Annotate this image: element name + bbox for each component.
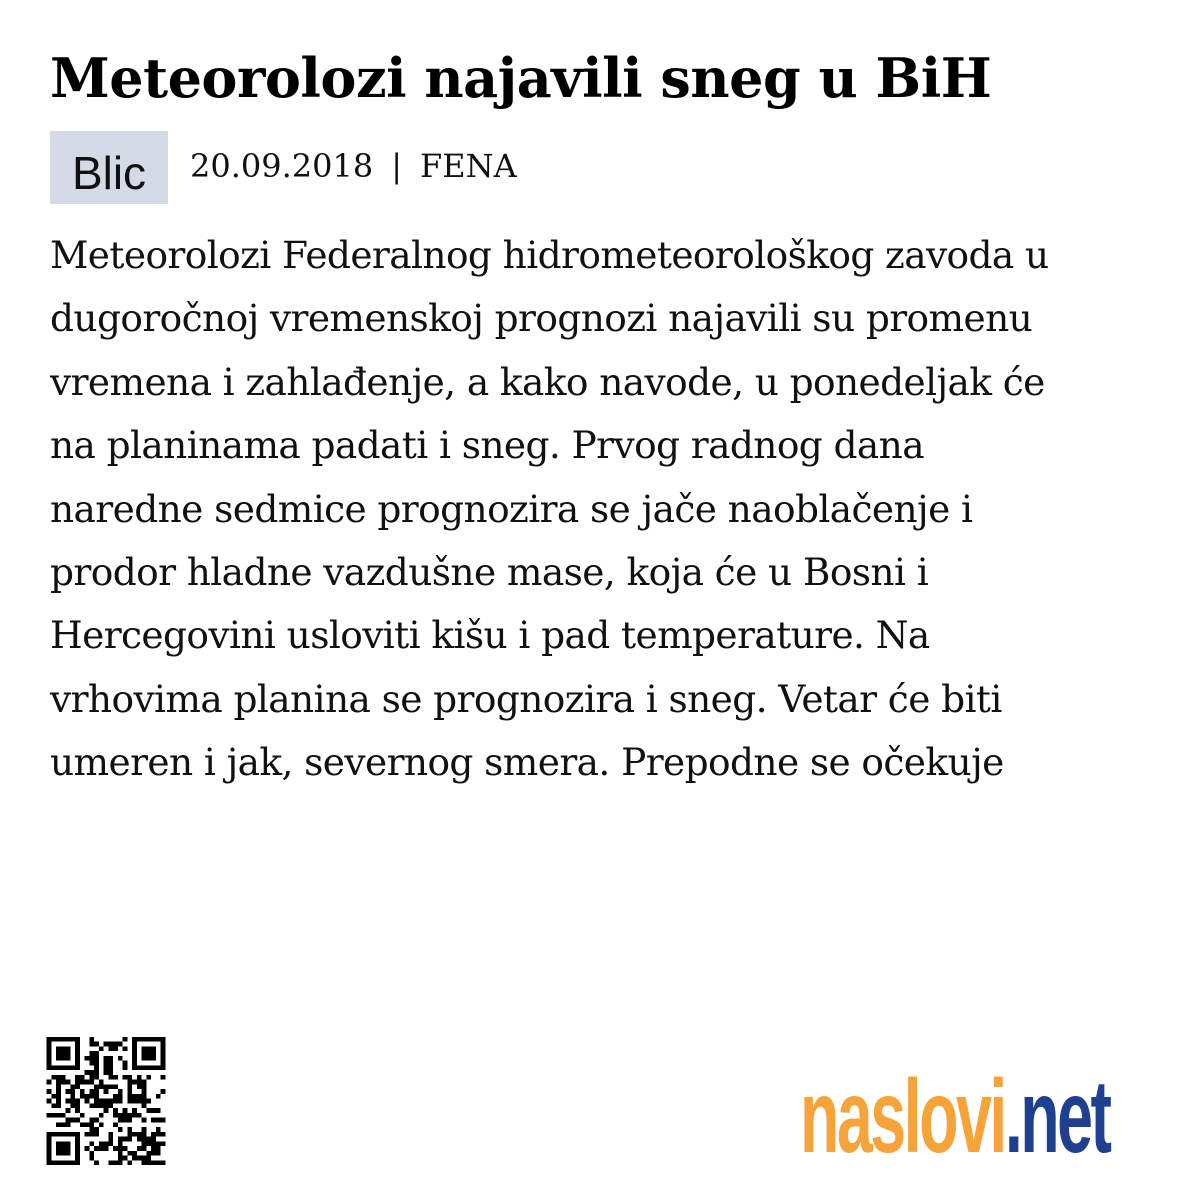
article-body xyxy=(50,224,1150,795)
article-date: 20.09.2018 xyxy=(190,146,374,185)
article-agency: FENA xyxy=(420,146,517,185)
qr-code-graphic xyxy=(46,1037,166,1165)
body-line: naredne sedmice prognozira se jače naoblačenje i xyxy=(50,486,973,531)
logo-text-net: .net xyxy=(1004,1059,1110,1175)
body-line: Hercegovini usloviti kišu i pad temperature. Na xyxy=(50,613,930,658)
body-line: Meteorolozi Federalnog hidrometeorološkog zavoda u xyxy=(50,233,1049,277)
body-line: vrhovima planina se prognozira i sneg. Vetar će biti xyxy=(50,676,1002,721)
naslovi-logo[interactable] xyxy=(800,1059,1110,1175)
source-badge[interactable]: Blic xyxy=(50,131,168,204)
meta-text xyxy=(190,131,517,204)
body-line: na planinama padati i sneg. Prvog radnog dana xyxy=(50,423,924,468)
body-line: prodor hladne vazdušne mase, koja će u Bosni i xyxy=(50,550,929,595)
article-meta xyxy=(50,131,517,204)
body-line: vremena i zahlađenje, a kako navode, u ponedeljak će xyxy=(50,359,1045,404)
article-title: Meteorolozi najavili sneg u BiH xyxy=(50,46,992,110)
logo-text-naslovi: naslovi xyxy=(800,1059,1005,1175)
body-line: umeren i jak, severnog smera. Prepodne se očekuje xyxy=(50,740,1004,785)
qr-code-icon[interactable] xyxy=(46,1037,166,1165)
body-line: dugoročnoj vremenskoj prognozi najavili su promenu xyxy=(50,296,1033,341)
meta-separator: | xyxy=(391,146,402,185)
